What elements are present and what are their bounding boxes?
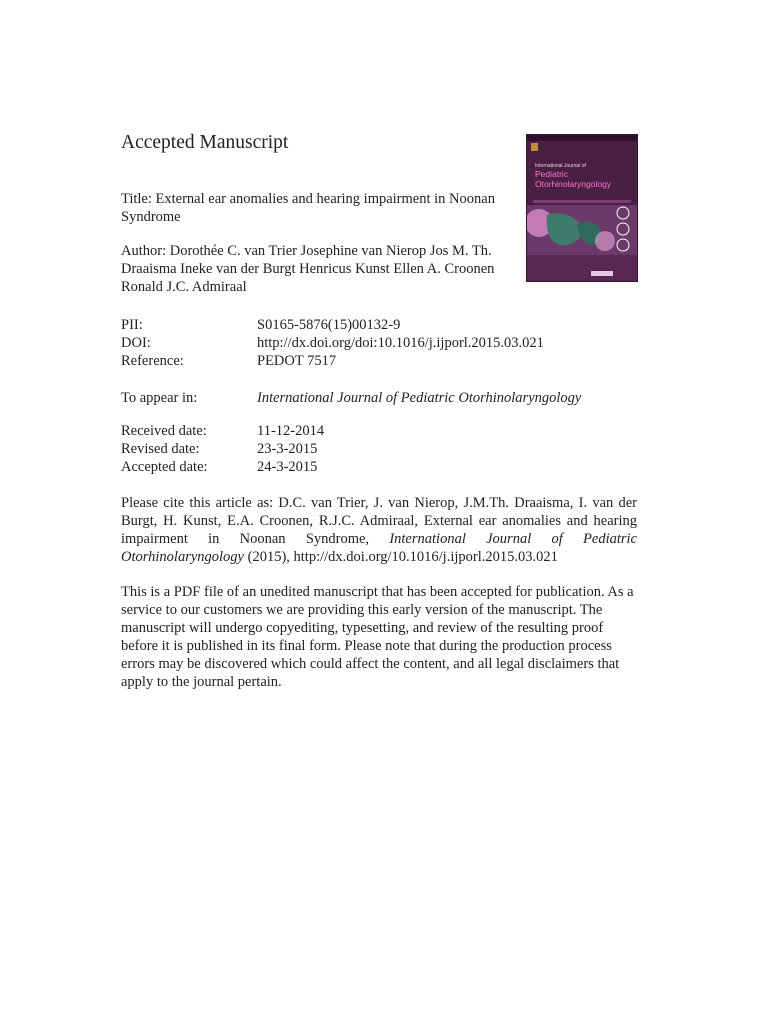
citation-prefix: Please cite this article as: D.C. van Trier, J. van Nierop, J.M.Th. Draaisma, I. van der Burgt, H. Kunst, E.A. Croonen, R.J.C. Admiraal, External ear anomalies and hearing impairment in Noonan Syndrome, xyxy=(121,495,637,547)
cover-title xyxy=(535,169,611,189)
received-date-row xyxy=(121,422,324,440)
page-heading: Accepted Manuscript xyxy=(121,132,289,153)
appear-in-row xyxy=(121,389,581,407)
reference-row xyxy=(121,352,544,370)
journal-cover-image xyxy=(527,135,637,281)
citation-paragraph xyxy=(121,494,637,566)
pii-label: PII: xyxy=(121,317,143,333)
article-title: Title: External ear anomalies and hearing impairment in Noonan Syndrome xyxy=(121,191,495,225)
accepted-date-label: Accepted date: xyxy=(121,459,208,475)
revised-date-label: Revised date: xyxy=(121,441,200,457)
cover-artwork xyxy=(527,205,637,255)
received-date-value: 11-12-2014 xyxy=(257,423,325,439)
accepted-date-row xyxy=(121,458,324,476)
pii-value: S0165-5876(15)00132-9 xyxy=(257,317,401,333)
accepted-date-value: 24-3-2015 xyxy=(257,459,318,475)
article-authors: Author: Dorothée C. van Trier Josephine van Nierop Jos M. Th. Draaisma Ineke van der Burgt Henricus Kunst Ellen A. Croonen Ronald J.C. Admiraal xyxy=(121,243,495,295)
cover-title-line2: Otorhinolaryngology xyxy=(535,179,612,189)
reference-label: Reference: xyxy=(121,353,184,369)
notice-paragraph: This is a PDF file of an unedited manuscript that has been accepted for publication. As a service to our customers we are providing this early version of the manuscript. The manuscript will undergo copyediting, typesetting, and review of the resulting proof before it is published in its final form. Please note that during the production process errors may be discovered which could affect the content, and all legal disclaimers that apply to the journal pertain. xyxy=(121,584,634,690)
identifier-table xyxy=(121,316,544,370)
doi-row xyxy=(121,334,544,352)
pii-row xyxy=(121,316,544,334)
revised-date-row xyxy=(121,440,324,458)
citation-suffix: (2015), http://dx.doi.org/10.1016/j.ijporl.2015.03.021 xyxy=(243,549,558,565)
appear-in-label: To appear in: xyxy=(121,390,198,406)
citation-journal: International Journal of Pediatric Otorhinolaryngology xyxy=(121,531,637,565)
dates-table xyxy=(121,422,324,476)
revised-date-value: 23-3-2015 xyxy=(257,441,318,457)
reference-value: PEDOT 7517 xyxy=(257,353,337,369)
received-date-label: Received date: xyxy=(121,423,207,439)
doi-label: DOI: xyxy=(121,335,151,351)
appear-in-table xyxy=(121,389,581,407)
cover-small-text: International Journal of xyxy=(535,163,586,169)
publisher-logo-icon xyxy=(531,143,538,151)
journal-name: International Journal of Pediatric Otorhinolaryngology xyxy=(257,390,582,406)
cover-title-line1: Pediatric xyxy=(535,169,569,179)
publisher-wordmark xyxy=(591,271,613,276)
doi-value: http://dx.doi.org/doi:10.1016/j.ijporl.2015.03.021 xyxy=(257,335,544,351)
